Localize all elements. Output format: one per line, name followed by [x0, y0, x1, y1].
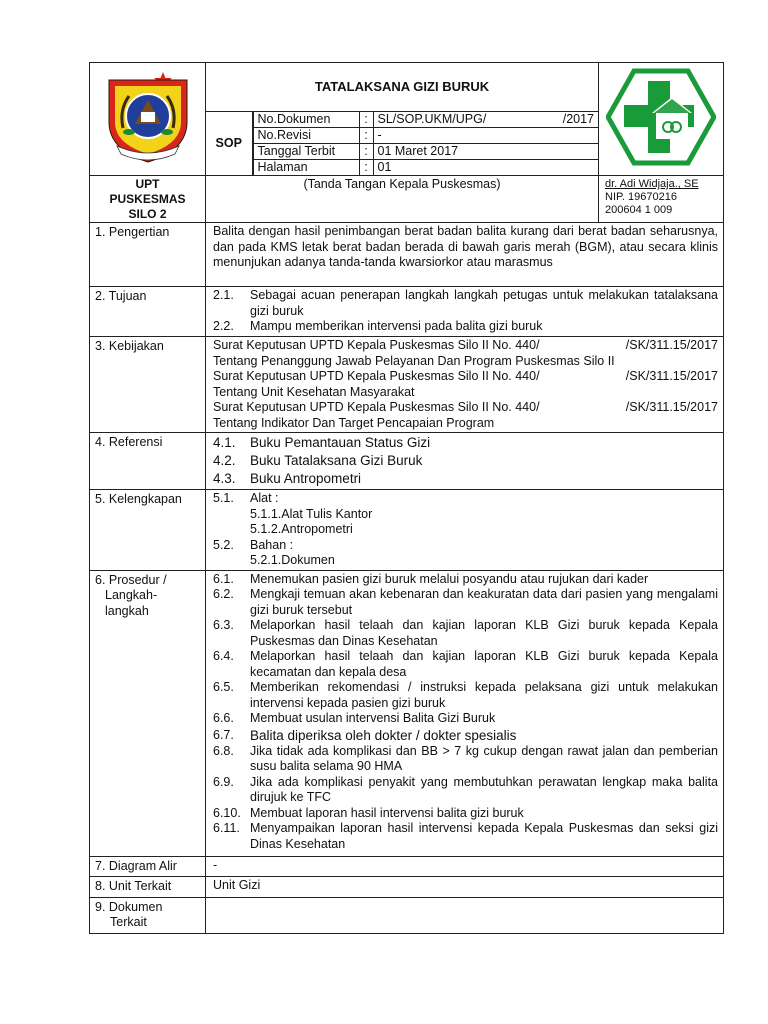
row-label: 5. Kelengkapan [90, 490, 206, 571]
list-item: 6.4. Melaporkan hasil telaah dan kajian laporan KLB Gizi buruk kepada Kepala kecamatan dan kepala desa [213, 649, 718, 679]
jember-emblem-icon [99, 66, 197, 168]
sop-document [89, 62, 723, 934]
meta-row [253, 144, 598, 160]
meta-sep: : [359, 144, 373, 160]
list-item: 4.2. Buku Tatalaksana Gizi Buruk [213, 453, 423, 468]
list-item: 4.1. Buku Pemantauan Status Gizi [213, 435, 431, 450]
prosedur-content [206, 570, 724, 856]
meta-label: Halaman [253, 160, 359, 176]
row-label: 3. Kebijakan [90, 337, 206, 433]
meta-value: 01 Maret 2017 [373, 144, 598, 160]
list-item: 6.8. Jika tidak ada komplikasi dan BB > 7 kg cukup dengan rawat jalan dan pemberian susu balita selama 90 HMA [213, 743, 718, 773]
list-item: 4.3. Buku Antropometri [213, 471, 362, 486]
header-center-cell [206, 63, 599, 176]
list-item: 6.6. Membuat usulan intervensi Balita Gizi Buruk [213, 711, 496, 725]
row-dokumen-terkait [90, 897, 724, 933]
logo-cell [599, 63, 724, 176]
doc-number-value: SL/SOP.UKM/UPG/ [377, 112, 487, 126]
row-unit-terkait [90, 877, 724, 898]
meta-label: No.Revisi [253, 128, 359, 144]
list-item: 2.1. Sebagai acuan penerapan langkah langkah petugas untuk melakukan tatalaksana gizi buruk [213, 288, 718, 318]
signer-nip: 200604 1 009 [605, 204, 673, 216]
unit-line: SILO 2 [128, 207, 167, 221]
list-item: 6.9. Jika ada komplikasi penyakit yang membutuhkan perawatan lengkap maka balita dirujuk ke TFC [213, 774, 718, 804]
meta-label: No.Dokumen [253, 112, 359, 128]
row-label-prosedur: 6. Prosedur / Langkah- langkah [90, 570, 206, 856]
list-item: 6.1. Menemukan pasien gizi buruk melalui posyandu atau rujukan dari kader [213, 571, 649, 586]
sop-table [89, 62, 724, 934]
policy-item: Surat Keputusan UPTD Kepala Puskesmas Silo II No. 440/ /SK/311.15/2017 Tentang Penanggung Jawab Pelayanan Dan Program Puskesmas Silo II [213, 338, 718, 368]
sub-item: 5.1.1.Alat Tulis Kantor [250, 506, 373, 521]
unit-cell [90, 176, 206, 223]
list-item: 5.1. Alat : [213, 491, 279, 505]
diagram-alir-value: - [206, 856, 724, 877]
sop-label: SOP [206, 112, 252, 175]
row-label: 7. Diagram Alir [90, 856, 206, 877]
policy-item: Surat Keputusan UPTD Kepala Puskesmas Silo II No. 440/ /SK/311.15/2017 Tentang Indikator Dan Target Pencapaian Program [213, 400, 718, 430]
list-item: 6.2. Mengkaji temuan akan kebenaran dan keakuratan data dari pasien yang mengalami gizi buruk tersebut [213, 587, 718, 617]
doc-number-year: /2017 [562, 112, 594, 126]
kebijakan-content [206, 337, 724, 433]
meta-row [253, 160, 598, 176]
meta-row [253, 128, 598, 144]
policy-item: Surat Keputusan UPTD Kepala Puskesmas Silo II No. 440/ /SK/311.15/2017 Tentang Unit Kesehatan Masyarakat [213, 369, 718, 399]
list-item: 6.3. Melaporkan hasil telaah dan kajian laporan KLB Gizi buruk kepada Kepala Puskesmas dan Dinas Kesehatan [213, 618, 718, 648]
signature-cell [206, 176, 599, 223]
pengertian-text: Balita dengan hasil penimbangan berat badan balita kurang dari berat badan seharusnya, dan pada KMS letak berat badan berada di bawah garis merah (BGM), atau secara klinis menunjukan adanya tanda-tanda kwarsiorkor atau marasmus [206, 223, 724, 287]
row-label: 2. Tujuan [90, 287, 206, 337]
puskesmas-logo-icon [606, 67, 716, 167]
row-referensi [90, 433, 724, 490]
meta-value [373, 112, 598, 128]
meta-table [253, 112, 599, 175]
meta-sep: : [359, 160, 373, 176]
signer-name: dr. Adi Widjaja., SE [605, 178, 699, 190]
signature-caption: (Tanda Tangan Kepala Puskesmas) [303, 177, 501, 191]
row-label: 1. Pengertian [90, 223, 206, 287]
meta-label: Tanggal Terbit [253, 144, 359, 160]
sub-item: 5.2.1.Dokumen [250, 553, 335, 567]
sub-item: 5.1.2.Antropometri [250, 522, 353, 536]
row-pengertian [90, 223, 724, 287]
dokumen-terkait-value [206, 897, 724, 933]
kelengkapan-content [206, 490, 724, 571]
row-kelengkapan [90, 490, 724, 571]
unit-line: UPT [135, 177, 160, 191]
emblem-cell [90, 63, 206, 176]
row-kebijakan [90, 337, 724, 433]
referensi-content [206, 433, 724, 490]
unit-line: PUSKESMAS [109, 192, 186, 206]
signer-cell [599, 176, 724, 223]
row-label: 8. Unit Terkait [90, 877, 206, 898]
unit-terkait-value: Unit Gizi [206, 877, 724, 898]
meta-sep: : [359, 128, 373, 144]
meta-value: - [373, 128, 598, 144]
meta-value: 01 [373, 160, 598, 176]
meta-sep: : [359, 112, 373, 128]
row-label-dokumen-terkait: 9. Dokumen Terkait [90, 897, 206, 933]
row-label: 4. Referensi [90, 433, 206, 490]
list-item: 6.10. Membuat laporan hasil intervensi balita gizi buruk [213, 805, 524, 820]
list-item: 2.2. Mampu memberikan intervensi pada balita gizi buruk [213, 319, 543, 333]
list-item: 6.7. Balita diperiksa oleh dokter / dokter spesialis [213, 727, 517, 743]
meta-wrapper [206, 112, 598, 175]
row-diagram-alir [90, 856, 724, 877]
list-item: 5.2. Bahan : [213, 537, 294, 552]
document-title: TATALAKSANA GIZI BURUK [206, 63, 598, 112]
list-item: 6.11. Menyampaikan laporan hasil intervensi kepada Kepala Puskesmas dan seksi gizi Dinas Kesehatan [213, 821, 718, 851]
tujuan-content [206, 287, 724, 337]
row-tujuan [90, 287, 724, 337]
meta-row [253, 112, 598, 128]
list-item: 6.5. Memberikan rekomendasi / instruksi kepada pelaksana gizi untuk melakukan intervensi kepada pasien gizi buruk [213, 680, 718, 710]
signer-nip: NIP. 19670216 [605, 191, 677, 203]
row-prosedur [90, 570, 724, 856]
